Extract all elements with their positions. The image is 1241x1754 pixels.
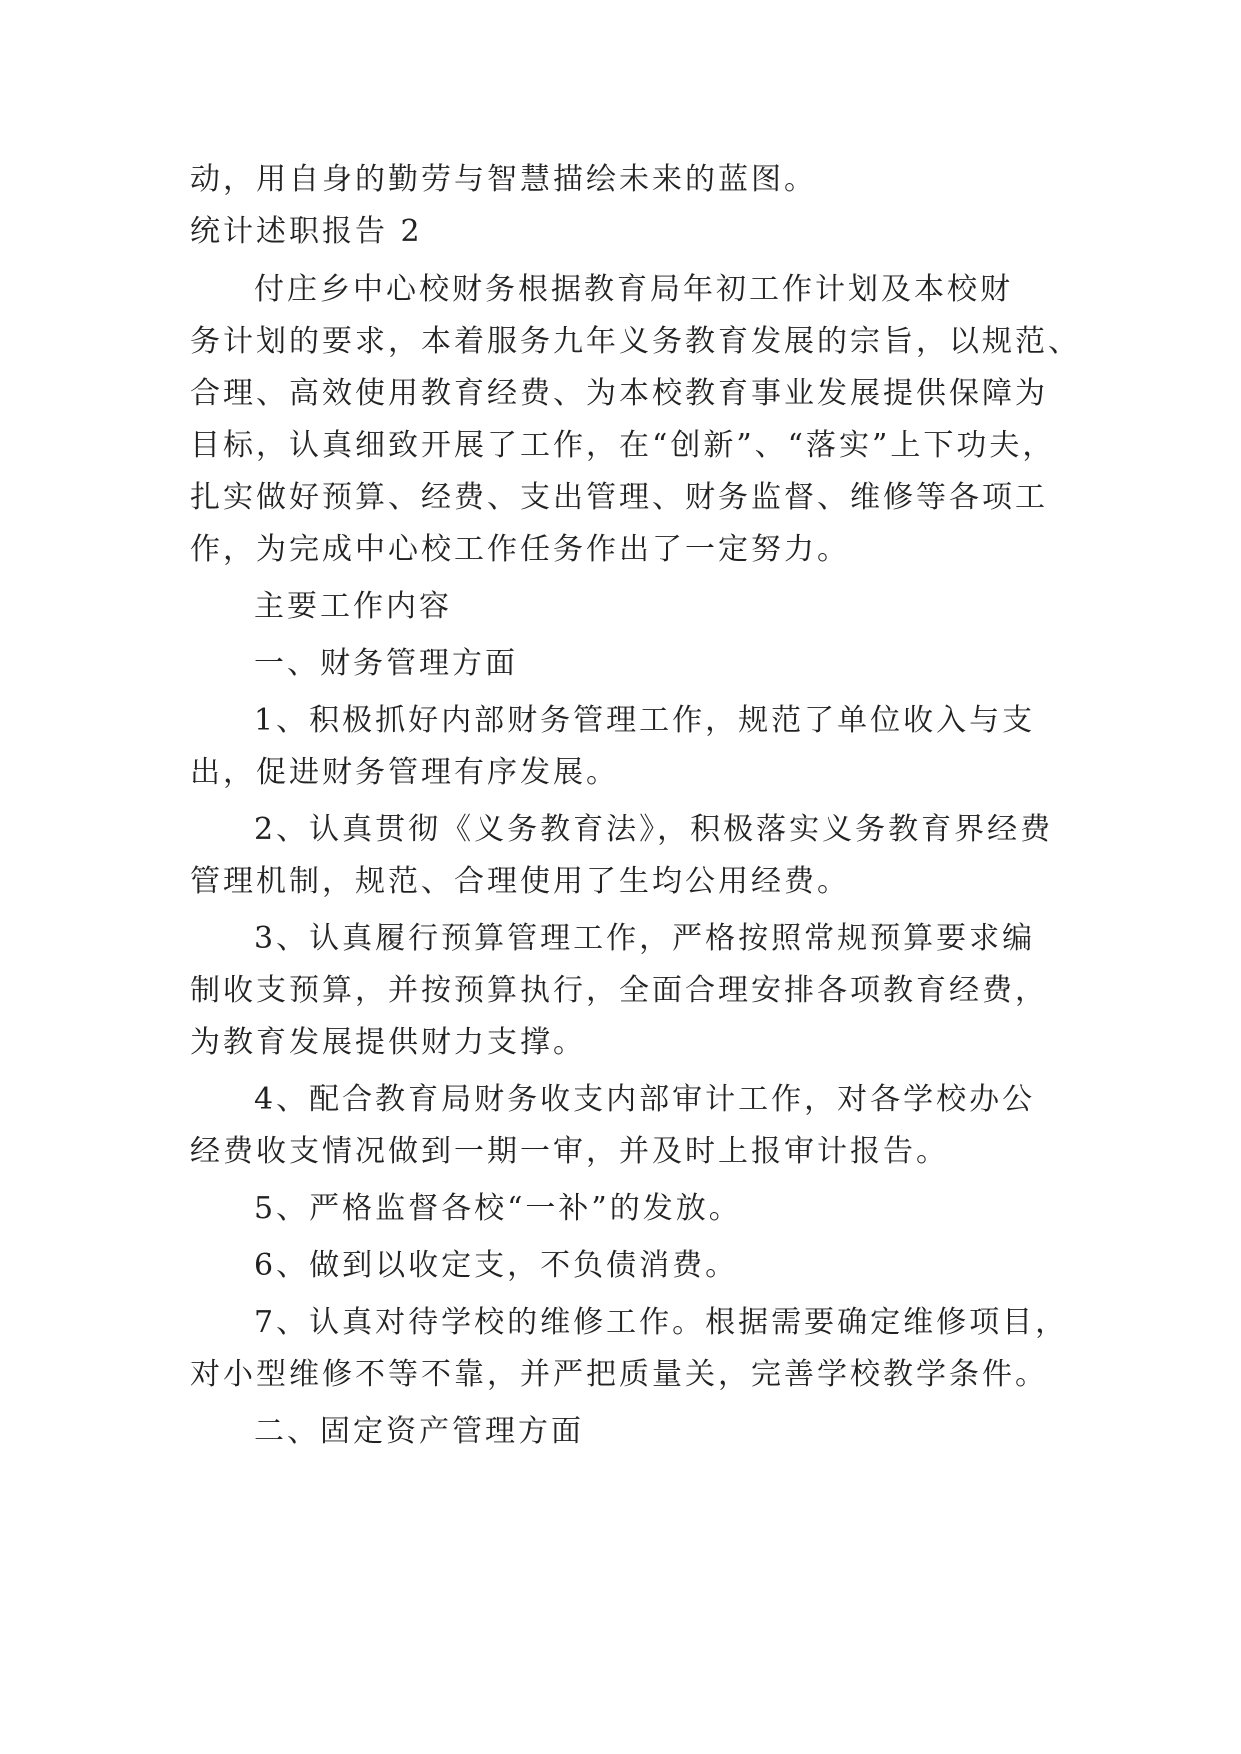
text-line: 扎实做好预算、经费、支出管理、财务监督、维修等各项工	[190, 480, 1048, 515]
text-line: 作，为完成中心校工作任务作出了一定努力。	[190, 532, 850, 567]
text-line: 为教育发展提供财力支撑。	[190, 1025, 586, 1060]
text-line: 1、积极抓好内部财务管理工作，规范了单位收入与支	[254, 703, 1036, 738]
text-line: 管理机制，规范、合理使用了生均公用经费。	[190, 864, 850, 899]
text-line: 制收支预算，并按预算执行，全面合理安排各项教育经费，	[190, 973, 1048, 1008]
text-line: 动，用自身的勤劳与智慧描绘未来的蓝图。	[190, 162, 817, 197]
text-line: 经费收支情况做到一期一审，并及时上报审计报告。	[190, 1134, 949, 1169]
text-line: 4、配合教育局财务收支内部审计工作，对各学校办公	[254, 1082, 1036, 1117]
text-line: 合理、高效使用教育经费、为本校教育事业发展提供保障为	[190, 376, 1048, 411]
text-line: 务计划的要求，本着服务九年义务教育发展的宗旨，以规范、	[190, 324, 1081, 359]
subheading: 主要工作内容	[254, 589, 452, 624]
text-line: 7、认真对待学校的维修工作。根据需要确定维修项目，	[254, 1305, 1069, 1340]
text-line: 出，促进财务管理有序发展。	[190, 755, 619, 790]
text-line: 付庄乡中心校财务根据教育局年初工作计划及本校财	[254, 272, 1013, 307]
text-line: 目标，认真细致开展了工作，在“创新”、“落实”上下功夫，	[190, 428, 1056, 463]
text-line: 对小型维修不等不靠，并严把质量关，完善学校教学条件。	[190, 1357, 1048, 1392]
text-line: 3、认真履行预算管理工作，严格按照常规预算要求编	[254, 921, 1036, 956]
text-line: 6、做到以收定支，不负债消费。	[254, 1248, 739, 1283]
subheading: 二、固定资产管理方面	[254, 1414, 584, 1449]
text-line: 2、认真贯彻《义务教育法》，积极落实义务教育界经费	[254, 812, 1054, 847]
section-title: 统计述职报告 2	[190, 214, 423, 249]
text-line: 5、严格监督各校“一补”的发放。	[254, 1191, 742, 1226]
subheading: 一、财务管理方面	[254, 646, 518, 681]
